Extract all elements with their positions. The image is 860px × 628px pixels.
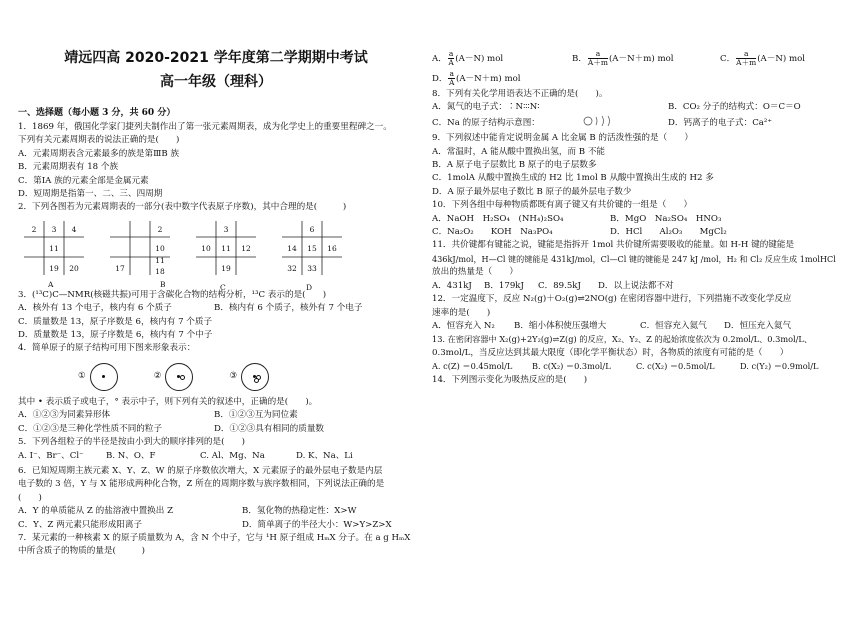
q13-stem: 13. 在密闭容器中 X₂(g)+2Y₂(g)⇌Z(g) 的反应，X₂、Y₂、Z 的起始浓度依次为 0.2mol/L、0.3mol/L、 [432, 334, 813, 345]
atom-label: ③ [229, 371, 238, 382]
q11-stem: 11．共价键都有键能之说，键能是指拆开 1mol 共价键所需要吸收的能量。如 H-H 键的键能是 [432, 240, 795, 251]
q6-options-ab [18, 505, 414, 518]
q5-option-b: B. N、O、F [106, 450, 156, 461]
q4-option-d: D．①②③具有相同的质量数 [214, 423, 325, 434]
q1-stem-2: 下列有关元素周期表的说法正确的是( ) [18, 135, 180, 146]
q13-option-a: A. c(Z) ＝0.45mol/L [432, 361, 513, 372]
q7-option-d-row [432, 68, 844, 88]
q5-option-a: A. I⁻、Br⁻、Cl⁻ [18, 450, 84, 461]
q3-option-c: C．质量数是 13，原子序数是 6，核内有 7 个质子 [18, 316, 213, 327]
q12-option-b: B．缩小体积使压强增大 [514, 320, 607, 331]
grid-cell: 10 [201, 243, 211, 253]
grid-cell: 17 [115, 263, 125, 273]
grid-cell: 11 [155, 255, 165, 265]
q9-option-d: D．A 原子最外层电子数比 B 原子的最外层电子数少 [432, 186, 632, 197]
q12-option-c: C．恒容充入氦气 [640, 320, 707, 331]
atom-2 [154, 363, 194, 391]
q11-option-c: C．89.5kJ [538, 280, 581, 291]
grid-cell: 11 [49, 243, 59, 253]
q9-stem: 9．下列叙述中能肯定说明金属 A 比金属 B 的活泼性强的是（ ） [432, 133, 693, 144]
grid-cell: 10 [155, 243, 165, 253]
atom-label: ① [78, 371, 86, 382]
q13-option-d: D. c(Y₂) ＝0.9mol/L [740, 361, 819, 372]
q10-options-ab [432, 213, 844, 226]
grid-cell: 33 [307, 263, 317, 273]
q4-option-b: B．①②③互为同位素 [214, 410, 298, 421]
atom-structure-icon [582, 115, 622, 127]
section-heading: 一、选择题（每小题 3 分，共 60 分） [18, 108, 176, 118]
q7-option-a [432, 50, 572, 67]
q4-options-cd [18, 423, 414, 436]
grid-cell: 19 [221, 263, 231, 273]
q6-stem-3: ( ) [18, 492, 42, 503]
q1-stem: 1．1869 年，俄国化学家门捷列夫制作出了第一张元素周期表，成为化学史上的重要里程碑之一。 [18, 122, 392, 132]
option-text: (A－N) mol [757, 53, 806, 64]
q11-options [432, 280, 844, 293]
exam-title: 靖远四高 2020-2021 学年度第二学期期中考试 [64, 50, 368, 66]
q11-option-a: A．431kJ [432, 280, 472, 291]
grid-label: A [48, 279, 54, 289]
q4-option-c: C．①②③是三种化学性质不同的粒子 [18, 423, 163, 434]
q2-grid-a [22, 219, 86, 279]
atom-label: ② [153, 371, 162, 382]
q6-stem: 6．已知短周期主族元素 X、Y、Z、W 的原子序数依次增大，X 元素原子的最外层电子数是内层 [18, 465, 383, 476]
q4-option-a: A．①②③为同素异形体 [18, 410, 111, 421]
q8-option-a: A．氮气的电子式：∶N∶∶∶N∶ [432, 102, 540, 113]
q12-option-a: A．恒容充入 N₂ [432, 320, 495, 331]
option-letter: A． [432, 53, 447, 64]
fraction [736, 50, 756, 67]
q12-stem: 12．一定温度下，反应 N₂(g)＋O₂(g)⇌2NO(g) 在密闭容器中进行，下列措施不改变化学反应 [432, 294, 792, 305]
grid-cell: 16 [327, 243, 337, 253]
q11-stem-2: 436kJ/mol，H—Cl 键的键能是 431kJ/mol，Cl—Cl 键的键能是 247 kJ /mol，H₂ 和 Cl₂ 反应生成 1molHCl [432, 253, 836, 264]
q8-stem: 8．下列有关化学用语表达不正确的是( )。 [432, 89, 608, 99]
q11-option-b: B．179kJ [484, 280, 524, 291]
option-letter: C． [720, 53, 736, 64]
q5-option-c: C. Al、Mg、Na [200, 450, 265, 461]
grid-cell: 12 [241, 243, 251, 253]
q2-stem: 2．下列各图若为元素周期表的一部分(表中数字代表原子序数)，其中合理的是( ) [18, 202, 347, 213]
grid-cell: 14 [287, 243, 297, 253]
q4-stem: 4．简单原子的原子结构可用下图来形象表示： [18, 343, 196, 354]
grid-cell: 18 [155, 266, 165, 276]
grid-label: D [306, 282, 313, 292]
grid-cell: 2 [31, 224, 37, 234]
atom-orbit-icon [241, 363, 269, 391]
grid-cell: 2 [157, 224, 163, 234]
q7-option-d [432, 70, 521, 87]
q4-options-ab [18, 409, 414, 422]
q10-options-cd [432, 226, 844, 239]
q7-option-b [572, 50, 720, 67]
q5-options [18, 450, 414, 463]
q5-option-d: D. K、Na、Li [296, 450, 353, 461]
atom-1 [78, 363, 118, 391]
q6-option-d: D．简单离子的半径大小：W>Y>Z>X [242, 519, 392, 530]
q13-option-b: B. c(X₂) ＝0.3mol/L [532, 361, 611, 372]
atom-3 [229, 363, 269, 391]
q3-stem: 3．(¹³C)C—NMR(核磁共振)可用于含碳化合物的结构分析，¹³C 表示的是( ) [18, 289, 327, 300]
grid-cell: 4 [71, 224, 77, 234]
q6-option-c: C．Y、Z 两元素只能形成阳离子 [18, 519, 143, 530]
option-text: (A－N＋m) mol [455, 73, 521, 84]
q2-periodic-grids [22, 219, 414, 292]
q4-note: 其中 • 表示质子或电子，° 表示中子，则下列有关的叙述中，正确的是( )。 [18, 396, 318, 407]
q8-options-ab [432, 101, 844, 114]
q12-option-d: D．恒压充入氦气 [724, 320, 792, 331]
fraction-numerator: a [736, 50, 756, 59]
q3-option-b: B．核内有 6 个质子，核外有 7 个电子 [214, 303, 363, 314]
q10-option-d: D．HCl Al₂O₃ MgCl₂ [610, 227, 727, 238]
q1-option-d: D．短周期是指第一、二、三、四周期 [18, 189, 163, 200]
q3-option-d: D．质量数是 13，原子序数是 6，核内有 7 个中子 [18, 330, 213, 341]
q2-grid-labels [22, 281, 414, 289]
q7-option-c [720, 50, 805, 67]
option-text: (A－N) mol [455, 53, 504, 64]
option-text: (A－N＋m) mol [608, 53, 674, 64]
q13-options [432, 360, 844, 373]
q3-options-ab [18, 302, 414, 315]
q10-option-b: B．MgO Na₂SO₄ HNO₃ [610, 213, 722, 224]
grid-cell: 6 [309, 224, 315, 234]
exam-subtitle: 高一年级（理科） [160, 74, 272, 90]
q11-stem-3: 放出的热量是（ ） [432, 267, 518, 278]
right-questions [432, 48, 844, 387]
q14-stem: 14．下列图示变化为吸热反应的是( ) [432, 374, 588, 385]
q9-option-b: B．A 原子电子层数比 B 原子的电子层数多 [432, 160, 597, 171]
grid-cell: 19 [49, 263, 59, 273]
sodium-atom-diagram-icon [582, 115, 668, 132]
left-questions [18, 121, 414, 559]
fraction-numerator: a [448, 48, 454, 58]
q2-grid-c [194, 219, 258, 292]
q2-grid-d [280, 219, 344, 292]
atom-orbit-icon [165, 363, 193, 391]
q11-option-d: D．以上说法都不对 [598, 280, 674, 291]
fraction-denominator: A [449, 77, 455, 87]
grid-cell: 20 [69, 263, 79, 273]
q10-stem: 10．下列各组中每种物质都既有离子键又有共价键的一组是（ ） [432, 200, 693, 211]
q1-option-b: B．元素周期表有 18 个族 [18, 162, 119, 173]
grid-cell: 32 [287, 263, 297, 273]
atom-orbit-icon [90, 363, 118, 391]
q6-options-cd [18, 519, 414, 532]
q7-options-abc [432, 48, 844, 68]
q10-option-a: A．NaOH H₂SO₄ (NH₄)₂SO₄ [432, 213, 564, 224]
fraction [588, 50, 608, 67]
q4-atom-diagrams [78, 362, 414, 392]
option-letter: B． [572, 53, 587, 64]
q12-options [432, 320, 844, 333]
q8-option-d: D．钙离子的电子式：Ca²⁺ [668, 117, 772, 128]
fraction-denominator: A＋m [736, 57, 757, 67]
q1-option-a: A．元素周期表含元素最多的族是第ⅢB 族 [18, 148, 180, 159]
q6-stem-2: 电子数的 3 倍，Y 与 X 能形成两种化合物，Z 所在的周期序数与族序数相同，下列说法正确的是 [18, 479, 385, 490]
grid-label: C [220, 282, 226, 292]
fraction-denominator: A [448, 57, 454, 67]
q10-option-c: C．Na₂O₂ KOH Na₃PO₄ [432, 227, 553, 238]
q8-options-cd [432, 115, 844, 132]
q3-option-a: A．核外有 13 个电子，核内有 6 个质子 [18, 303, 172, 314]
q2-grid-b [108, 219, 172, 279]
fraction-denominator: A＋m [587, 57, 608, 67]
q13-option-c: C. c(X₂) ＝0.5mol/L [636, 361, 715, 372]
grid-cell: 3 [51, 224, 57, 234]
fraction [448, 70, 454, 87]
grid-cell: 15 [307, 243, 317, 253]
q9-option-a: A．常温时，A 能从酸中置换出氢，而 B 不能 [432, 146, 606, 157]
q13-stem-2: 0.3mol/L，当反应达到其最大限度（即化学平衡状态）时，各物质的浓度有可能的是（ ） [432, 347, 789, 358]
q12-stem-2: 速率的是( ) [432, 307, 491, 318]
q1-option-c: C．第ⅠA 族的元素全部是金属元素 [18, 175, 149, 186]
q7-stem-2: 中所含质子的物质的量是( ) [18, 546, 146, 557]
option-letter: D． [432, 73, 448, 84]
grid-cell: 3 [223, 224, 229, 234]
q8-option-b: B．CO₂ 分子的结构式：O＝C＝O [668, 102, 801, 113]
q8-option-c: C．Na 的原子结构示意图： [432, 117, 540, 128]
fraction [448, 50, 454, 67]
fraction-numerator: a [449, 68, 454, 78]
q7-stem: 7．某元素的一种核素 X 的原子质量数为 A，含 N 个中子，它与 ¹H 原子组成 HₘX 分子。在 a g HₘX [18, 532, 411, 543]
q6-option-b: B．氢化物的热稳定性：X>W [242, 506, 357, 517]
grid-label: B [160, 279, 166, 289]
q5-stem: 5．下列各组粒子的半径是按由小到大的顺序排列的是( ) [18, 437, 246, 448]
fraction-numerator: a [588, 50, 608, 59]
grid-cell: 11 [221, 243, 231, 253]
q6-option-a: A．Y 的单质能从 Z 的盐溶液中置换出 Z [18, 506, 174, 517]
q9-option-c: C．1molA 从酸中置换生成的 H2 比 1mol B 从酸中置换出生成的 H2 多 [432, 173, 714, 184]
